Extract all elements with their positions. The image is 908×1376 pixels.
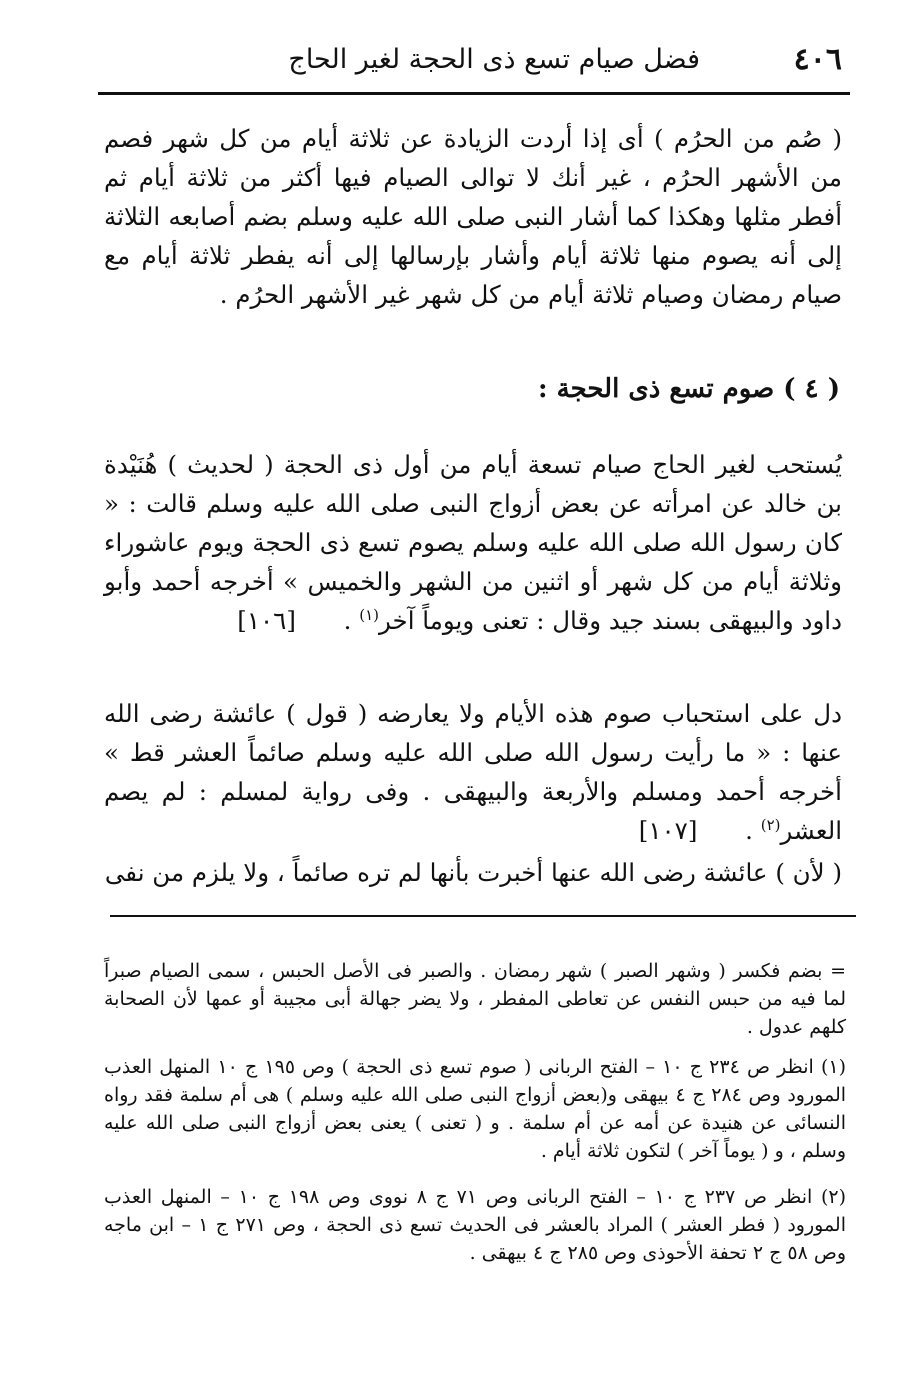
paragraph-fasting-sacred-months: ( صُم من الحرُم ) أى إذا أردت الزيادة عن ثلاثة أيام من كل شهر فصم من الأشهر الحرُم ، غير أنك لا توالى الصيام فيها أكثر من ثلاثة أيام ثم أفطر مثلها وهكذا كما أشار النبى صلى الله عليه وسلم بضم أصابعه الثلاثة إلى أنه يصوم منها ثلاثة أيام وأشار بإرسالها إلى أنه يفطر ثلاثة أيام مع صيام رمضان وصيام ثلاثة أيام من كل شهر غير الأشهر الحرُم . [104, 124, 842, 309]
paragraph-hadith-hunaydah [104, 445, 842, 640]
footnote-1: (١) انظر ص ٢٣٤ ج ١٠ – الفتح الربانى ( صوم تسع ذى الحجة ) وص ١٩٥ ج ١٠ المنهل العذب المورود وص ٢٨٤ ج ٤ بيهقى و(بعض أزواج النبى صلى الله عليه وسلم ) هى أم سلمة فقد رواه النسائى عن هنيدة عن أمه عن أم سلمة . و ( تعنى ) يعنى بعض أزواج النبى صلى الله عليه وسلم ، و ( يوماً آخر ) لتكون ثلاثة أيام . [104, 1056, 847, 1162]
paragraph-end: . [745, 816, 761, 845]
hadith-reference-number: [١٠٧] [638, 816, 698, 845]
section-heading: ( ٤ ) صوم تسع ذى الحجة : [538, 374, 840, 404]
footnote-rule [110, 915, 856, 917]
paragraph-text: يُستحب لغير الحاج صيام تسعة أيام من أول ذى الحجة ( لحديث ) هُنَيْدة بن خالد عن امرأته عن بعض أزواج النبى صلى الله عليه وسلم قالت : « كان رسول الله صلى الله عليه وسلم يصوم تسع ذى الحجة ويوم عاشوراء وثلاثة أيام من كل شهر أو اثنين من الشهر والخميس » أخرجه أحمد وأبو داود والبيهقى بسند جيد وقال : تعنى ويوماً آخر [104, 450, 842, 635]
paragraph-end: . [343, 606, 360, 635]
footnote-marker-2: (٢) [760, 815, 781, 834]
footnotes [104, 957, 846, 1285]
paragraph-aisha-statement [104, 694, 842, 850]
footnote-marker-1: (١) [359, 605, 380, 624]
footnote-2: (٢) انظر ص ٢٣٧ ج ١٠ – الفتح الربانى وص ٧١ ج ٨ نووى وص ١٩٨ ج ١٠ – المنهل العذب المورود ( فطر العشر ) المراد بالعشر فى الحديث تسع ذى الحجة ، وص ٢٧١ ج ١ – ابن ماجه وص ٥٨ ج ٢ تحفة الأحوذى وص ٢٨٥ ج ٤ بيهقى . [104, 1186, 847, 1264]
hadith-reference-number: [١٠٦] [237, 606, 296, 635]
running-title: فضل صيام تسع ذى الحجة لغير الحاج [288, 44, 700, 75]
page-header [98, 36, 850, 92]
page-number: ٤٠٦ [793, 42, 842, 77]
paragraph-text: دل على استحباب صوم هذه الأيام ولا يعارضه ( قول ) عائشة رضى الله عنها : « ما رأيت رسول الله صلى الله عليه وسلم صائماً العشر قط » أخرجه أحمد ومسلم والأربعة والبيهقى . وفى رواية لمسلم : لم يصم العشر [104, 699, 842, 845]
footnote-continued: = بضم فكسر ( وشهر الصبر ) شهر رمضان . والصبر فى الأصل الحبس ، سمى الصيام صبراً لما فيه من حبس النفس عن تعاطى المفطر ، ولا يضر جهالة أبى مجيبة أو عمها لأن الصحابة كلهم عدول . [104, 960, 846, 1038]
header-rule [98, 92, 850, 95]
paragraph-continuation: ( لأن ) عائشة رضى الله عنها أخبرت بأنها لم تره صائماً ، ولا يلزم من نفى [104, 858, 842, 887]
